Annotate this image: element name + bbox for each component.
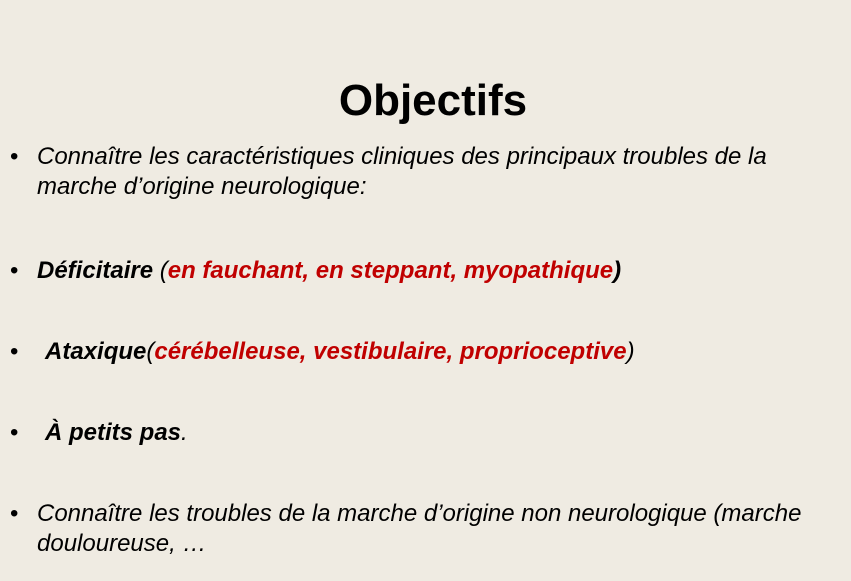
bullet-text: Connaître les troubles de la marche d’origine non neurologique (marche douloureuse, … [37, 500, 802, 557]
bullet-detail: en fauchant, en steppant, myopathique [167, 257, 614, 284]
bullet-detail: cérébelleuse, vestibulaire, proprioceptive [154, 338, 627, 365]
bullet-dot: • [10, 419, 19, 446]
bullet-line [10, 337, 840, 367]
bullet-dot: • [10, 500, 19, 527]
bullet-dot: • [10, 338, 19, 365]
bullet-dot: • [10, 257, 19, 284]
bullet-objective-non-neurologic [10, 499, 840, 559]
bullet-ataxique [10, 337, 840, 367]
paren-close: ) [613, 257, 622, 284]
bullet-objective-neurologic [10, 142, 840, 202]
paren-open: ( [146, 338, 155, 365]
period: . [181, 419, 188, 446]
bullet-text: Connaître les caractéristiques cliniques des principaux troubles de la marche d’origine neurologique: [37, 143, 767, 200]
bullet-petits-pas [10, 418, 840, 448]
bullet-deficitaire [10, 256, 840, 286]
bullet-line [10, 256, 840, 286]
bullet-dot: • [10, 143, 19, 170]
bullet-label: À petits pas [45, 419, 182, 446]
paren-close: ) [626, 338, 635, 365]
bullet-label: Déficitaire [37, 257, 154, 284]
paren-open: ( [153, 257, 168, 284]
slide-title: Objectifs [338, 76, 528, 125]
bullet-label: Ataxique [45, 338, 147, 365]
bullet-line [10, 418, 840, 448]
